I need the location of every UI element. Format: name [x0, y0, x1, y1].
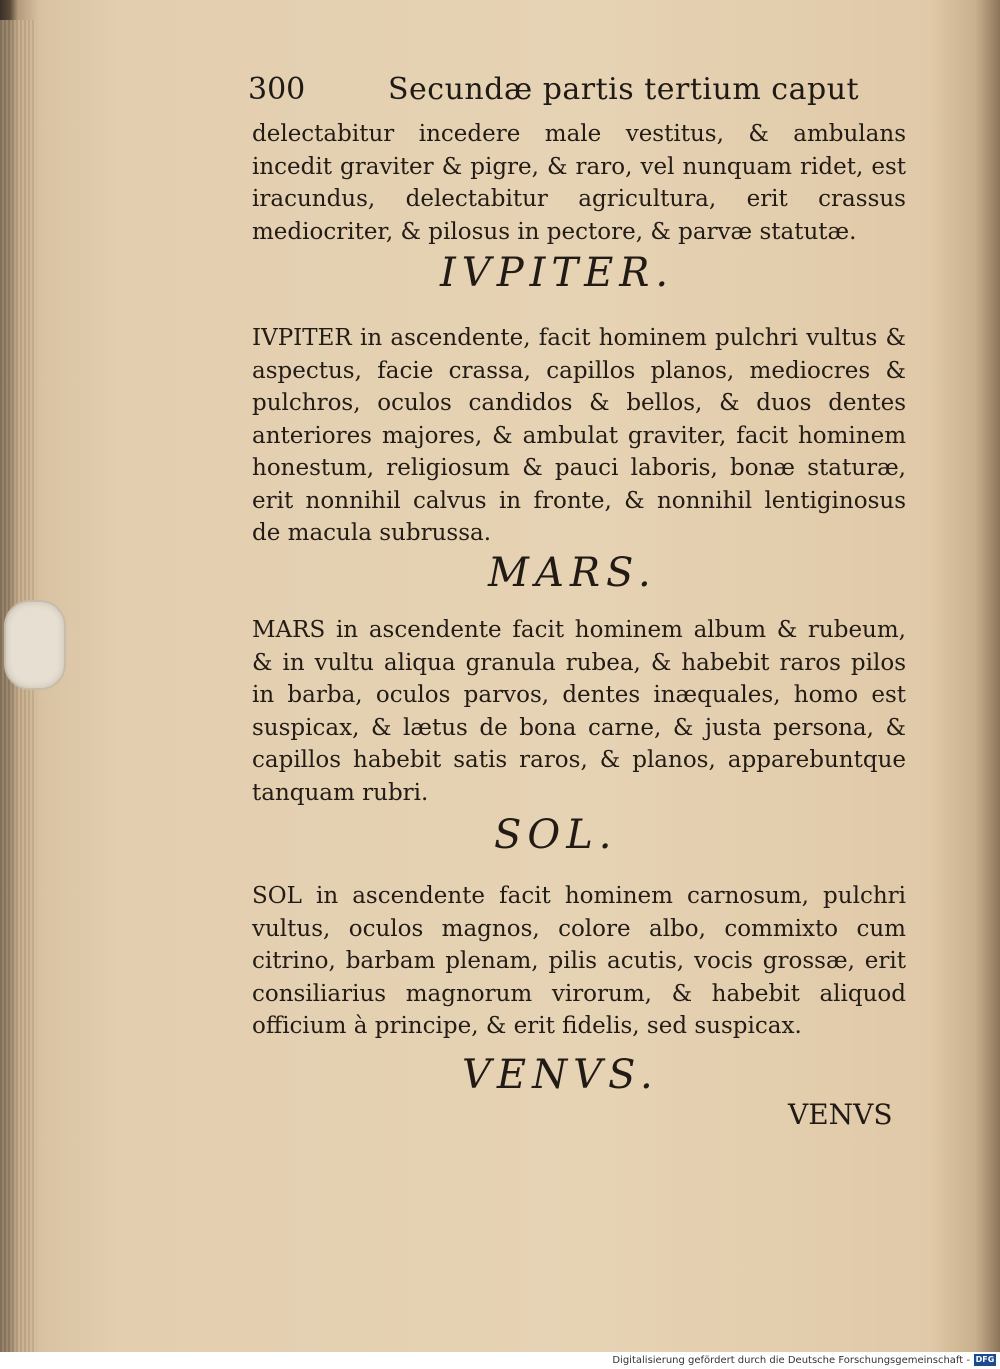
heading-sol: SOL. — [494, 812, 618, 858]
dfg-logo: DFG — [975, 1355, 995, 1364]
paragraph-sol: SOL in ascendente facit hominem carnosum, pulchri vultus, oculos magnos, colore albo, commixto cum citrino, barbam plenam, pilis acutis, vocis grossæ, erit consiliarius magnorum virorum, & habebit aliquod officium à principe, & erit fidelis, sed suspicax. — [252, 883, 906, 1039]
paragraph-saturn-continued: delectabitur incedere male vestitus, & ambulans incedit graviter & pigre, & raro, vel nunquam ridet, est iracundus, delectabitur agricultura, erit crassus mediocriter, & pilosus in pectore, & parvæ statutæ. — [252, 121, 906, 245]
catchword: VENVS — [788, 1098, 893, 1131]
digitization-footer — [0, 1352, 1000, 1369]
heading-venus: VENVS. — [462, 1052, 659, 1098]
paragraph-jupiter: IVPITER in ascendente, facit hominem pulchri vultus & aspectus, facie crassa, capillos planos, mediocres & pulchros, oculos candidos & bellos, & duos dentes anteriores majores, & ambulat graviter, facit hominem honestum, religiosum & pauci laboris, bonæ staturæ, erit nonnihil calvus in fronte, & nonnihil lentiginosus de macula subrussa. — [252, 325, 906, 546]
heading-jupiter: IVPITER. — [440, 250, 675, 296]
book-clip — [4, 600, 66, 690]
paragraph-mars: MARS in ascendente facit hominem album & rubeum, & in vultu aliqua granula rubea, & habebit raros pilos in barba, oculos parvos, dentes inæquales, homo est suspicax, & lætus de bona carne, & justa persona, & capillos habebit satis raros, & planos, apparebuntque tanquam rubri. — [252, 617, 906, 806]
running-title: Secundæ partis tertium caput — [388, 72, 860, 107]
heading-mars: MARS. — [488, 550, 657, 596]
footer-credit: Digitalisierung gefördert durch die Deutsche Forschungsgemeinschaft - — [612, 1355, 970, 1366]
page-number: 300 — [248, 72, 306, 107]
